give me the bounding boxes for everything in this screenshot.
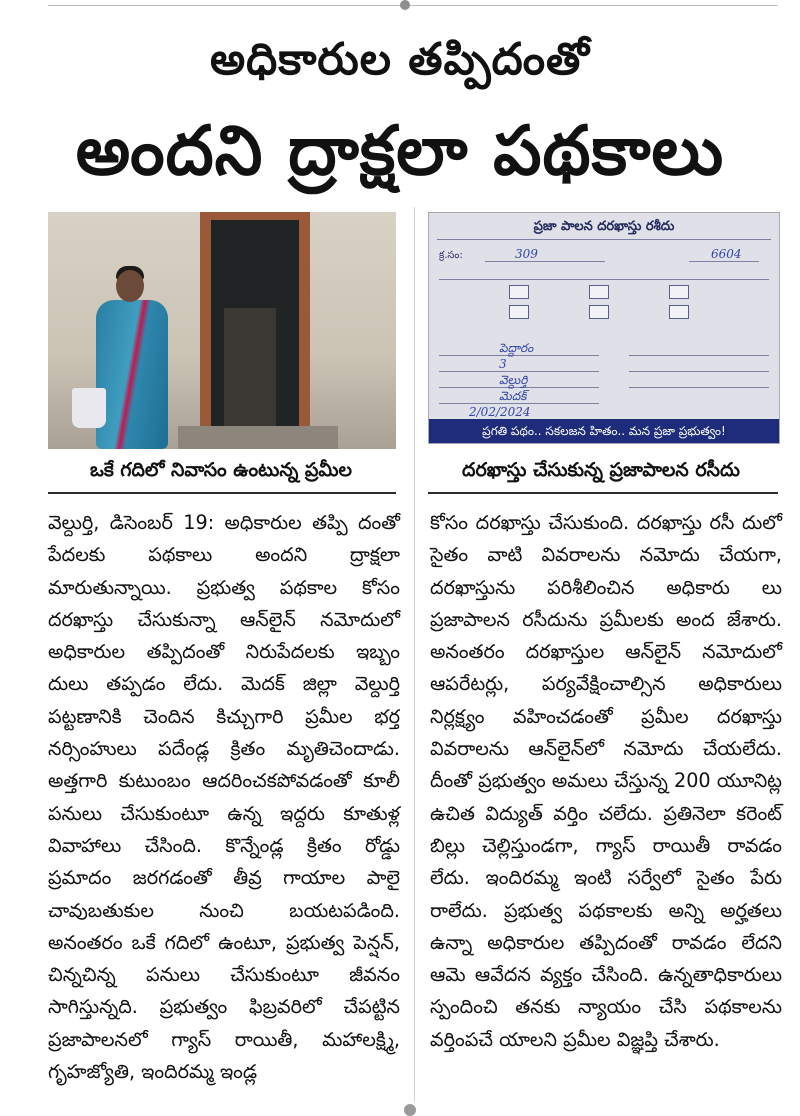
receipt-line xyxy=(439,279,769,280)
receipt-field-label: క్ర.సం: xyxy=(439,250,463,261)
receipt-checkbox xyxy=(589,285,609,299)
receipt-footer: ప్రగతి పథం.. సకలజన హితం.. మన ప్రజా ప్రభుత్వం! xyxy=(429,419,779,443)
caption-rule-left xyxy=(48,492,396,494)
photo-caption-left: ఒకే గదిలో నివాసం ఉంటున్న ప్రమీల xyxy=(89,459,353,481)
receipt-ward: 3 xyxy=(499,357,507,371)
receipt-rule xyxy=(437,239,771,240)
receipt-line xyxy=(485,261,605,262)
receipt-checkbox xyxy=(669,285,689,299)
top-ornament xyxy=(400,0,410,10)
article-body-left: వెల్దుర్తి, డిసెంబర్ 19: అధికారుల తప్పి దంతో పేదలకు పథకాలు అందని ద్రాక్షలా మారుతున్నాయి. ప్రభుత్వ పథకాల కోసం దరఖాస్తు చేసుకున్నా ఆన్‌లైన్ నమోదులో అధికారుల తప్పిదంతో నిరుపేదలకు ఇబ్బం దులు తప్పడం లేదు. మెదక్ జిల్లా వెల్దుర్తి పట్టణానికి చెందిన కిచ్చుగారి ప్రమీల భర్త నర్సింహులు పదేండ్ల క్రితం మృతిచెందాడు. అత్తగారి కుటుంబం ఆదరించకపోవడంతో కూలీ పనులు చేసుకుంటూ ఉన్న ఇద్దరు కూతుళ్ల వివాహాలు చేసింది. కొన్నేండ్ల క్రితం రోడ్డు ప్రమాదం జరగడంతో తీవ్ర గాయాల పాలై చావుబతుకుల నుంచి బయటపడింది. అనంతరం ఒకే గదిలో ఉంటూ, ప్రభుత్వ పెన్షన్, చిన్నచిన్న పనులు చేసుకుంటూ జీవనం సాగిస్తున్నది. ప్రభుత్వం ఫిబ్రవరిలో చేపట్టిన ప్రజాపాలనలో గ్యాస్ రాయితీ, మహాలక్ష్మి, గృహజ్యోతి, ఇందిరమ్మ ఇండ్ల xyxy=(48,511,400,1084)
receipt-mandal: వెల్దుర్తి xyxy=(499,373,528,387)
receipt-number-right: 6604 xyxy=(711,247,742,261)
receipt-line xyxy=(439,371,599,372)
receipt-village: పెద్దారం xyxy=(499,341,534,355)
receipt-checkbox xyxy=(669,305,689,319)
bottom-ornament xyxy=(404,1104,416,1116)
top-rule xyxy=(48,5,778,6)
receipt-header: ప్రజా పాలన దరఖాస్తు రశీదు xyxy=(533,219,675,234)
receipt-district: మెదక్ xyxy=(499,389,527,403)
receipt-number-left: 309 xyxy=(515,247,538,261)
photo-bucket xyxy=(72,388,106,428)
column-divider xyxy=(414,207,415,1102)
receipt-checkbox xyxy=(509,305,529,319)
receipt-line xyxy=(629,371,769,372)
photo-threshold xyxy=(178,426,338,449)
article-body-right: కోసం దరఖాస్తు చేసుకుంది. దరఖాస్తు రసీ దులో సైతం వాటి వివరాలను నమోదు చేయగా, దరఖాస్తును పరిశీలించిన అధికారు లు ప్రజాపాలన రసీదును ప్రమీలకు అంద జేశారు. అనంతరం దరఖాస్తుల ఆన్‌లైన్ నమోదులో ఆపరేటర్లు, పర్యవేక్షించాల్సిన అధికారులు నిర్లక్ష్యం వహించడంతో ప్రమీల దరఖాస్తు వివరాలను ఆన్‌లైన్‌లో నమోదు చేయలేదు. దీంతో ప్రభుత్వం అమలు చేస్తున్న 200 యూనిట్ల ఉచిత విద్యుత్ వర్తిం చలేదు. ప్రతినెలా కరెంట్ బిల్లు చెల్లిస్తుండగా, గ్యాస్ రాయితీ రావడం లేదు. ఇందిరమ్మ ఇంటి సర్వేలో సైతం పేరు రాలేదు. ప్రభుత్వ పథకాలకు అన్ని అర్హతలు ఉన్నా అధికారుల తప్పిదంతో రావడం లేదని ఆమె ఆవేదన వ్యక్తం చేసింది. ఉన్నతాధికారులు స్పందించి తనకు న్యాయం చేసి పథకాలను వర్తింపచే యాలని ప్రమీల విజ్ఞప్తి చేశారు. xyxy=(430,511,782,1051)
receipt-line xyxy=(689,261,759,262)
receipt-line xyxy=(629,387,769,388)
photo-pramila xyxy=(48,212,396,449)
main-headline: అందని ద్రాక్షలా పథకాలు xyxy=(75,112,725,191)
receipt-checkbox xyxy=(589,305,609,319)
photo-caption-right: దరఖాస్తు చేసుకున్న ప్రజాపాలన రసీదు xyxy=(462,459,740,481)
photo-woman-saree xyxy=(96,300,168,449)
photo-door-interior xyxy=(224,308,276,428)
photo-woman-face xyxy=(116,270,144,302)
receipt-date: 2/02/2024 xyxy=(469,405,531,419)
caption-rule-right xyxy=(428,492,778,494)
kicker-headline: అధికారుల తప్పిదంతో xyxy=(209,34,590,85)
receipt-line xyxy=(629,355,769,356)
photo-receipt xyxy=(428,212,780,444)
receipt-checkbox xyxy=(509,285,529,299)
